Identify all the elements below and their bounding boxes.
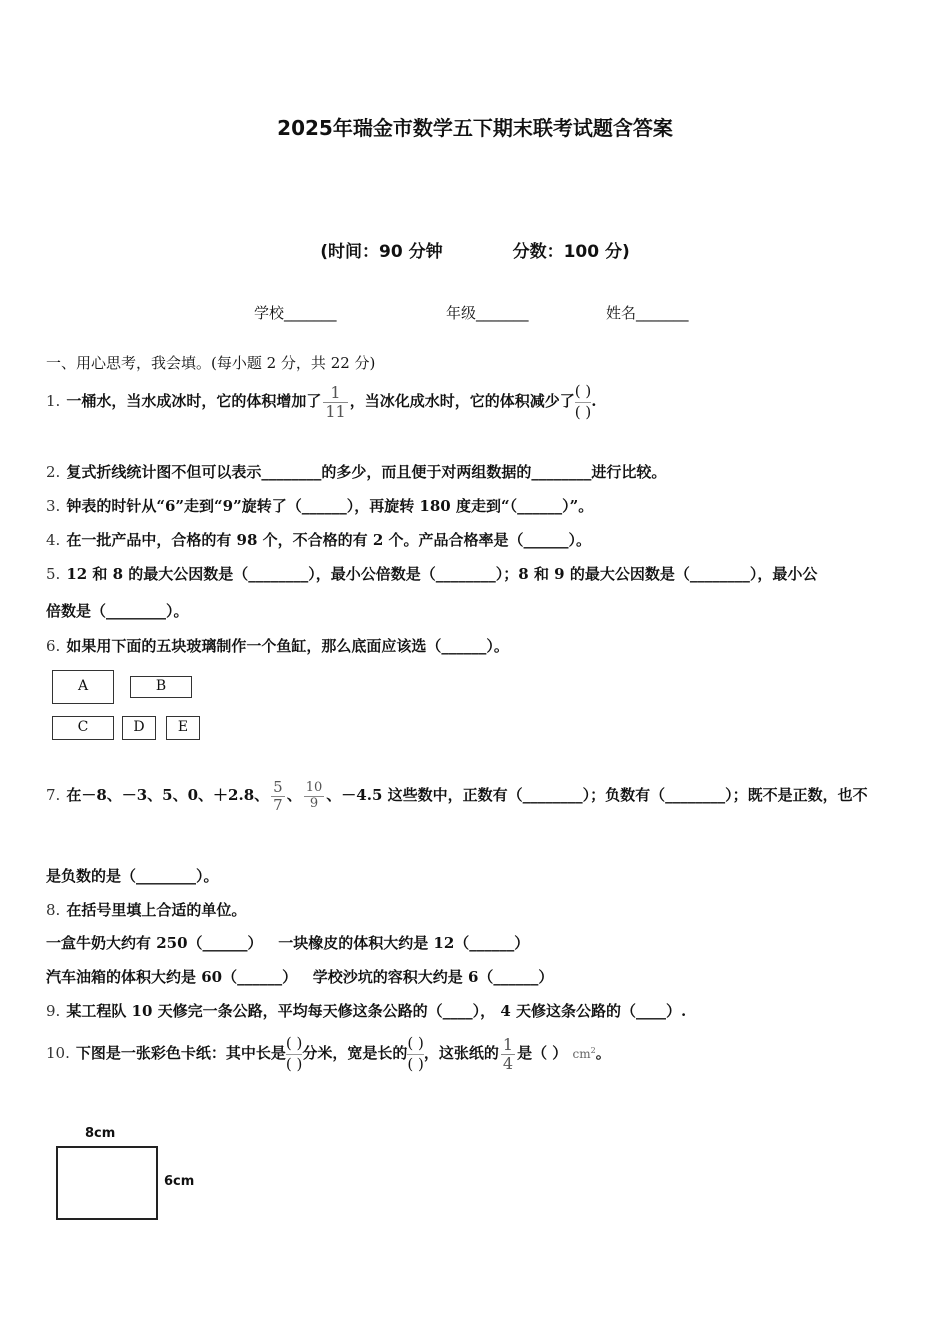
unit-exponent: 2 [590,1046,596,1055]
question-10 [46,1034,611,1074]
page-title: 2025年瑞金市数学五下期末联考试题含答案 [277,116,673,140]
question-7-cont: 是负数的是（________）。 [46,867,219,885]
rect-height-label: 6cm [164,1174,195,1189]
question-number: 7. [46,786,61,804]
question-text: 在括号里填上合适的单位。 [66,901,247,919]
numerator: 5 [273,778,283,796]
question-text: 某工程队 10 天修完一条公路，平均每天修这条公路的（____）， 4 天修这条公路的（____）. [66,1002,687,1020]
question-number: 1. [46,392,61,410]
fraction [271,779,285,813]
time-limit: (时间：90 分钟 [320,242,443,262]
question-5 [46,563,817,584]
denominator-blank: ( ) [285,1054,303,1073]
glass-panel-a: A [52,670,114,704]
numerator: 1 [502,1034,514,1054]
question-text: 下图是一张彩色卡纸：其中长是 [75,1044,286,1062]
numerator: 1 [323,384,347,403]
question-1 [46,382,596,422]
school-field: 学校_______ [254,304,337,322]
answer-fraction-blank[interactable] [286,1034,302,1074]
question-number: 2. [46,463,61,481]
question-text: 一桶水，当水成冰时，它的体积增加了 [66,392,322,410]
question-text: ，当冰化成水时，它的体积减少了 [349,392,575,410]
period: . [591,392,597,410]
name-field: 姓名_______ [606,304,689,322]
unit-label [573,1047,596,1061]
question-5-cont: 倍数是（________）。 [46,602,189,620]
question-7 [46,779,868,813]
question-2 [46,461,666,482]
fraction [323,384,347,420]
question-text: 、－4.5 这些数中，正数有（________）；负数有（________）；既不是正数，也不 [326,786,868,804]
period: 。 [595,1044,611,1062]
question-text: ，这张纸的 [423,1044,499,1062]
question-text: 复式折线统计图不但可以表示________的多少，而且便于对两组数据的________进行比较。 [66,463,667,481]
question-8-line1: 一盒牛奶大约有 250（______） 一块橡皮的体积大约是 12（______） [46,934,530,952]
numerator-blank: ( ) [286,1034,302,1055]
question-text: 分米，宽是长的 [302,1044,408,1062]
denominator: 11 [325,401,346,421]
question-number: 6. [46,637,61,655]
glass-panel-e: E [166,716,200,740]
denominator: 7 [273,795,283,814]
question-3 [46,495,593,516]
numerator-blank: ( ) [407,1034,423,1055]
section-heading: 一、用心思考，我会填。(每小题 2 分，共 22 分) [46,354,376,372]
rect-width-label: 8cm [85,1126,116,1141]
question-number: 8. [46,901,61,919]
glass-panel-c: C [52,716,114,740]
denominator-blank: ( ) [574,402,592,421]
glass-panel-d: D [122,716,156,740]
grade-field: 年级_______ [446,304,529,322]
question-8-line2: 汽车油箱的体积大约是 60（______） 学校沙坑的容积大约是 6（______） [46,968,554,986]
exam-meta [0,237,950,262]
question-number: 9. [46,1002,61,1020]
fraction [501,1036,515,1072]
question-8 [46,899,246,920]
question-number: 4. [46,531,61,549]
question-text: 在－8、－3、5、0、＋2.8、 [66,786,270,804]
question-text: 12 和 8 的最大公因数是（________），最小公倍数是（________）；8 和 9 的最大公因数是（________），最小公 [66,565,818,583]
question-text: 如果用下面的五块玻璃制作一个鱼缸，那么底面应该选（______）。 [66,637,509,655]
glass-panel-b: B [130,676,192,698]
question-number: 5. [46,565,61,583]
fraction [304,781,325,811]
total-score: 分数：100 分) [512,242,630,262]
answer-fraction-blank[interactable] [407,1034,423,1074]
question-6 [46,635,509,656]
question-number: 10. [46,1044,70,1062]
question-9 [46,1000,686,1021]
denominator: 9 [309,795,319,811]
question-number: 3. [46,497,61,515]
denominator: 4 [502,1053,514,1073]
answer-fraction-blank[interactable] [575,382,591,422]
question-text: 在一批产品中，合格的有 98 个，不合格的有 2 个。产品合格率是（______）。 [66,531,592,549]
separator: 、 [286,786,302,804]
question-text: 是（ ） [517,1044,568,1062]
numerator: 10 [305,780,323,796]
unit: cm [572,1047,591,1061]
card-rectangle [56,1146,158,1220]
numerator-blank: ( ) [575,382,591,403]
question-text: 钟表的时针从“6”走到“9”旋转了（______），再旋转 180 度走到“（______）”。 [66,497,594,515]
question-4 [46,529,591,550]
denominator-blank: ( ) [407,1054,424,1073]
